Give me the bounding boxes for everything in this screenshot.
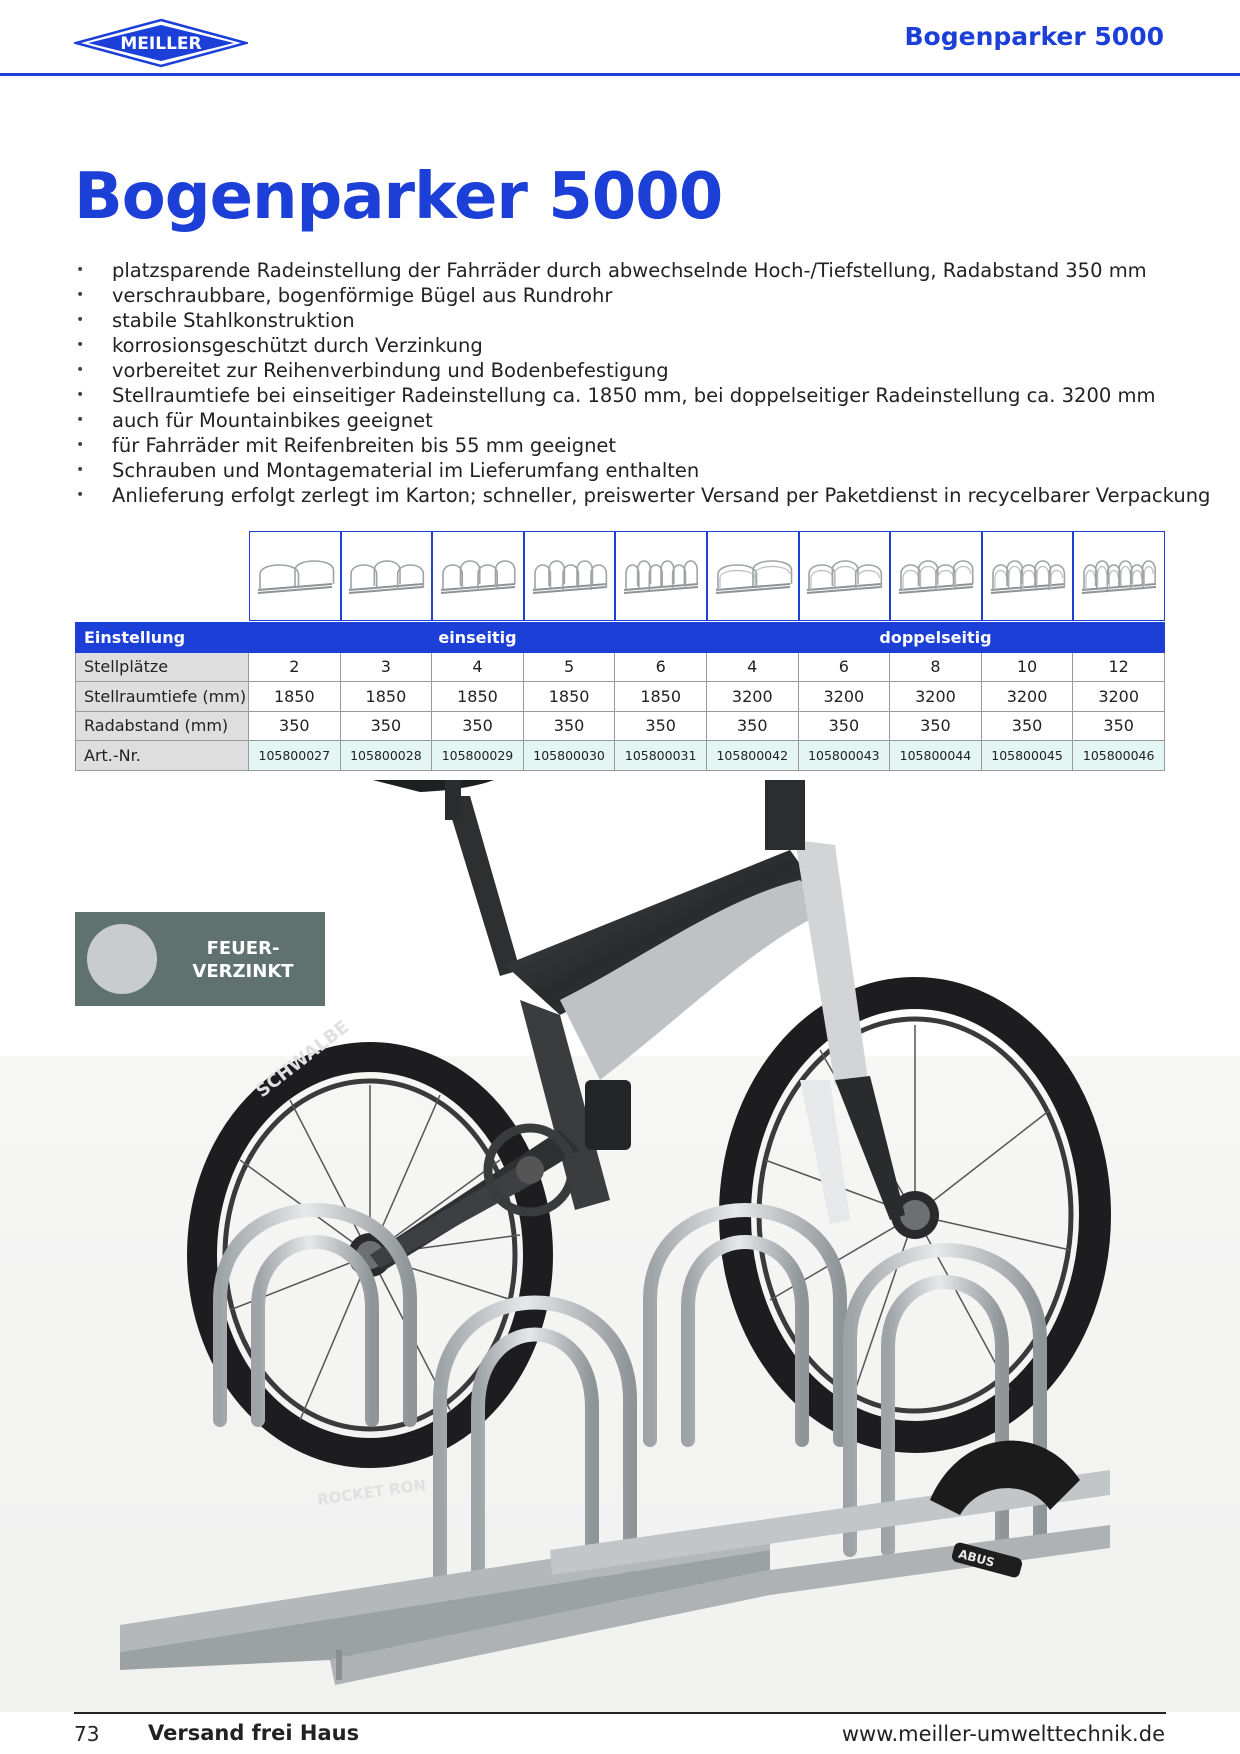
table-cell: 3 [340, 652, 432, 682]
table-row [76, 711, 1165, 741]
badge-line-1: FEUER- [206, 938, 280, 959]
art-nr-cell: 105800044 [890, 741, 982, 771]
table-cell: 1850 [249, 682, 341, 712]
rack-thumbnail-icon [712, 554, 794, 598]
table-cell: 2 [249, 652, 341, 682]
table-row [76, 682, 1165, 712]
rack-thumbnail-icon [620, 554, 702, 598]
website-link[interactable]: www.meiller-umwelttechnik.de [841, 1722, 1165, 1746]
table-cell: 350 [890, 711, 982, 741]
table-cell: 8 [890, 652, 982, 682]
product-thumbnail [524, 531, 616, 621]
product-thumbnails [249, 531, 1165, 621]
shipping-note: Versand frei Haus [148, 1721, 360, 1745]
product-thumbnail [432, 531, 524, 621]
art-nr-cell: 105800043 [798, 741, 890, 771]
rack-thumbnail-icon [345, 554, 427, 598]
table-cell: 3200 [890, 682, 982, 712]
table-cell: 350 [523, 711, 615, 741]
table-cell: 350 [340, 711, 432, 741]
lock-brand-text: ABUS [956, 1546, 997, 1570]
tire-model-text: ROCKET RON [316, 1475, 427, 1509]
table-cell: 1850 [523, 682, 615, 712]
product-thumbnail [341, 531, 433, 621]
product-thumbnail [615, 531, 707, 621]
table-cell: 1850 [615, 682, 707, 712]
page-header [0, 0, 1240, 76]
table-header-row [76, 623, 1165, 653]
art-nr-cell: 105800027 [249, 741, 341, 771]
rack-thumbnail-icon [895, 554, 977, 598]
rack-thumbnail-icon [803, 554, 885, 598]
art-nr-cell: 105800042 [706, 741, 798, 771]
table-cell: 350 [249, 711, 341, 741]
row-label: Stellplätze [76, 652, 249, 682]
table-cell: 350 [981, 711, 1073, 741]
rack-thumbnail-icon [1078, 554, 1160, 598]
feature-list [74, 258, 1211, 508]
table-cell: 6 [798, 652, 890, 682]
rack-thumbnail-icon [529, 554, 611, 598]
page-number: 73 [74, 1722, 100, 1746]
logo-text: MEILLER [120, 34, 202, 54]
feature-item: • vorbereitet zur Reihenverbindung und Bodenbefestigung [74, 358, 1184, 383]
feature-item: • verschraubbare, bogenförmige Bügel aus Rundrohr [74, 283, 1184, 308]
rear-wheel [202, 1017, 538, 1509]
rack-thumbnail-icon [437, 554, 519, 598]
zinc-color-swatch [87, 924, 157, 994]
table-cell: 350 [615, 711, 707, 741]
table-row-art-nr [76, 741, 1165, 771]
feature-item: • platzsparende Radeinstellung der Fahrräder durch abwechselnde Hoch-/Tiefstellung, Radabstand 350 mm [74, 258, 1184, 283]
badge-text [183, 937, 303, 983]
feature-item: • Anlieferung erfolgt zerlegt im Karton; schneller, preiswerter Versand per Paketdienst in recycelbarer Verpackung [74, 483, 1184, 508]
meiller-logo [74, 18, 248, 68]
table-cell: 350 [1073, 711, 1165, 741]
table-cell: 3200 [706, 682, 798, 712]
art-nr-cell: 105800031 [615, 741, 707, 771]
rack-thumbnail-icon [254, 554, 336, 598]
table-cell: 350 [706, 711, 798, 741]
table-cell: 3200 [798, 682, 890, 712]
table-cell: 3200 [981, 682, 1073, 712]
feature-item: • Stellraumtiefe bei einseitiger Radeinstellung ca. 1850 mm, bei doppelseitiger Radeinstellung ca. 3200 mm [74, 383, 1184, 408]
feature-item: • für Fahrräder mit Reifenbreiten bis 55 mm geeignet [74, 433, 1184, 458]
table-header-label: Einstellung [76, 623, 249, 653]
header-doppelseitig: doppelseitig [706, 623, 1164, 653]
product-thumbnail [890, 531, 982, 621]
table-cell: 1850 [340, 682, 432, 712]
table-cell: 10 [981, 652, 1073, 682]
art-nr-cell: 105800029 [432, 741, 524, 771]
product-thumbnail [249, 531, 341, 621]
header-title: Bogenparker 5000 [904, 22, 1164, 51]
saddle-and-handlebar [365, 780, 960, 850]
feature-item: • auch für Mountainbikes geeignet [74, 408, 1184, 433]
table-cell: 5 [523, 652, 615, 682]
footer-divider [74, 1712, 1166, 1714]
art-nr-cell: 105800045 [981, 741, 1073, 771]
art-nr-cell: 105800028 [340, 741, 432, 771]
feature-item: • korrosionsgeschützt durch Verzinkung [74, 333, 1184, 358]
table-cell: 4 [432, 652, 524, 682]
product-thumbnail [1073, 531, 1165, 621]
table-cell: 350 [798, 711, 890, 741]
table-cell: 3200 [1073, 682, 1165, 712]
row-label: Radabstand (mm) [76, 711, 249, 741]
product-thumbnail [707, 531, 799, 621]
row-label: Stellraumtiefe (mm) [76, 682, 249, 712]
table-cell: 350 [432, 711, 524, 741]
badge-line-2: VERZINKT [192, 961, 294, 982]
art-nr-cell: 105800046 [1073, 741, 1165, 771]
header-einseitig: einseitig [249, 623, 707, 653]
table-cell: 1850 [432, 682, 524, 712]
table-cell: 4 [706, 652, 798, 682]
page-title: Bogenparker 5000 [74, 160, 723, 234]
feature-item: • Schrauben und Montagematerial im Lieferumfang enthalten [74, 458, 1184, 483]
table-row [76, 652, 1165, 682]
row-label: Art.-Nr. [76, 741, 249, 771]
table-cell: 12 [1073, 652, 1165, 682]
feature-item: • stabile Stahlkonstruktion [74, 308, 1184, 333]
spec-table [75, 622, 1165, 771]
product-thumbnail [982, 531, 1074, 621]
product-thumbnail [799, 531, 891, 621]
tire-brand-text: SCHWALBE [252, 1016, 354, 1102]
rack-thumbnail-icon [987, 554, 1069, 598]
galvanized-badge [75, 912, 325, 1006]
art-nr-cell: 105800030 [523, 741, 615, 771]
table-cell: 6 [615, 652, 707, 682]
